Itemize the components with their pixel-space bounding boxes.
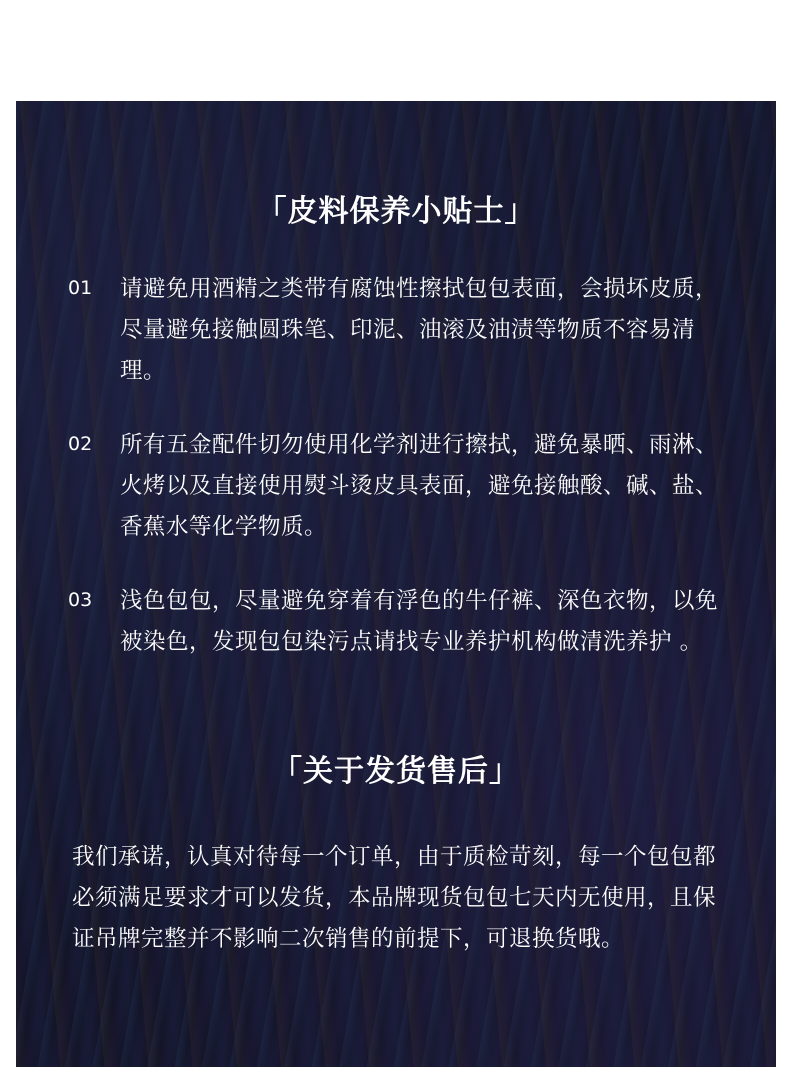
tip-text: 浅色包包，尽量避免穿着有浮色的牛仔裤、深色衣物，以免被染色，发现包包染污点请找专业养护机构做清洗养护 。 [120,588,719,655]
tip-text: 请避免用酒精之类带有腐蚀性擦拭包包表面，会损坏皮质，尽量避免接触圆珠笔、印泥、油滚及油渍等物质不容易清理。 [120,276,719,384]
tip-number: 02 [68,433,93,455]
info-panel [16,101,776,1067]
tip-number: 03 [68,589,93,611]
tip-number: 01 [68,277,93,299]
after-sales-heading: 「关于发货售后」 [272,754,520,789]
after-sales-text: 我们承诺，认真对待每一个订单，由于质检苛刻，每一个包包都必须满足要求才可以发货，本品牌现货包包七天内无使用，且保证吊牌完整并不影响二次销售的前提下，可退换货哦。 [72,844,717,952]
panel-content [16,101,776,1067]
tip-text: 所有五金配件切勿使用化学剂进行擦拭，避免暴晒、雨淋、火烤以及直接使用熨斗烫皮具表面，避免接触酸、碱、盐、香蕉水等化学物质。 [120,432,719,540]
care-tips-heading: 「皮料保养小贴士」 [256,194,536,229]
